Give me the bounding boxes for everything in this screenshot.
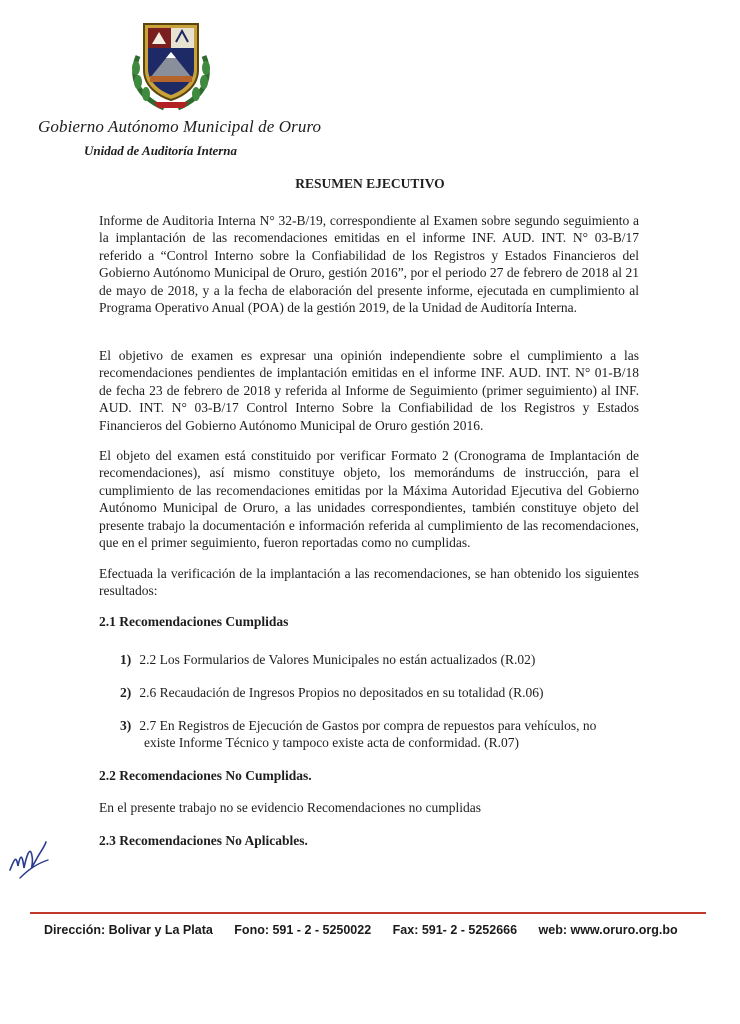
list-item-number: 2) [120,685,132,700]
list-item-text: 2.6 Recaudación de Ingresos Propios no depositados en su totalidad (R.06) [139,685,544,700]
section-heading-no-aplicables: 2.3 Recomendaciones No Aplicables. [99,833,308,848]
list-item-number: 1) [120,652,132,667]
section-heading-cumplidas: 2.1 Recomendaciones Cumplidas [99,614,289,629]
list-item [120,717,640,752]
signature-icon [6,830,54,886]
list-item-text: 2.7 En Registros de Ejecución de Gastos por compra de repuestos para vehículos, no [139,718,597,733]
paragraph-objective: El objetivo de examen es expresar una opinión independiente sobre el cumplimiento a las recomendaciones pendientes de implantación emitidas en el informe INF. AUD. INT. N° 01-B/18 de fecha 23 de febrero de 2018 y referida al Informe de Seguimiento (primer seguimiento) al INF. AUD. INT. N° 03-B/17 Control Interno Sobre la Confiabilidad de los Registros y Estados Financieros del Gobierno Autónomo Municipal de Oruro gestión 2016. [99,348,639,433]
paragraph-intro: Informe de Auditoria Interna N° 32-B/19, correspondiente al Examen sobre segundo seguimiento a la implantación de las recomendaciones emitidas en el informe INF. AUD. INT. N° 03-B/17 referido a “Control Interno sobre la Confiabilidad de los Registros y Estados Financieros del Gobierno Autónomo Municipal de Oruro, gestión 2016”, por el periodo 27 de febrero de 2018 al 21 de mayo de 2018, y a la fecha de elaboración del presente informe, ejecutada en cumplimiento al Programa Operativo Anual (POA) de la gestión 2019, de la Unidad de Auditoría Interna. [99,213,639,316]
municipal-seal-icon [128,16,214,112]
footer-contact [44,923,704,937]
organization-unit: Unidad de Auditoría Interna [84,143,238,158]
list-item-text-continued: existe Informe Técnico y tampoco existe acta de conformidad. (R.07) [144,735,519,751]
paragraph-results: Efectuada la verificación de la implantación a las recomendaciones, se han obtenido los siguientes resultados: [99,566,639,599]
list-item [120,651,640,668]
document-title: RESUMEN EJECUTIVO [295,176,445,191]
section-heading-no-cumplidas: 2.2 Recomendaciones No Cumplidas. [99,768,312,783]
no-cumplidas-text: En el presente trabajo no se evidencio Recomendaciones no cumplidas [99,800,481,815]
footer-address: Dirección: Bolivar y La Plata [44,923,213,937]
footer-phone: Fono: 591 - 2 - 5250022 [234,923,372,937]
footer-web: web: www.oruro.org.bo [538,923,678,937]
list-item-number: 3) [120,718,132,733]
list-item-text: 2.2 Los Formularios de Valores Municipales no están actualizados (R.02) [139,652,536,667]
footer-fax: Fax: 591- 2 - 5252666 [392,923,518,937]
organization-name: Gobierno Autónomo Municipal de Oruro [38,117,322,136]
list-item [120,684,640,701]
paragraph-object: El objeto del examen está constituido por verificar Formato 2 (Cronograma de Implantación de recomendaciones), así mismo constituye objeto, los memorándums de instrucción, para el cumplimiento de las recomendaciones emitidas por la Máxima Autoridad Ejecutiva del Gobierno Autónomo Municipal de Oruro, a las unidades correspondientes, también constituye objeto del presente trabajo la documentación e información referida al cumplimiento de las recomendaciones, que en el primer seguimiento, fueron reportadas como no cumplidas. [99,448,639,551]
footer-divider [30,912,706,914]
